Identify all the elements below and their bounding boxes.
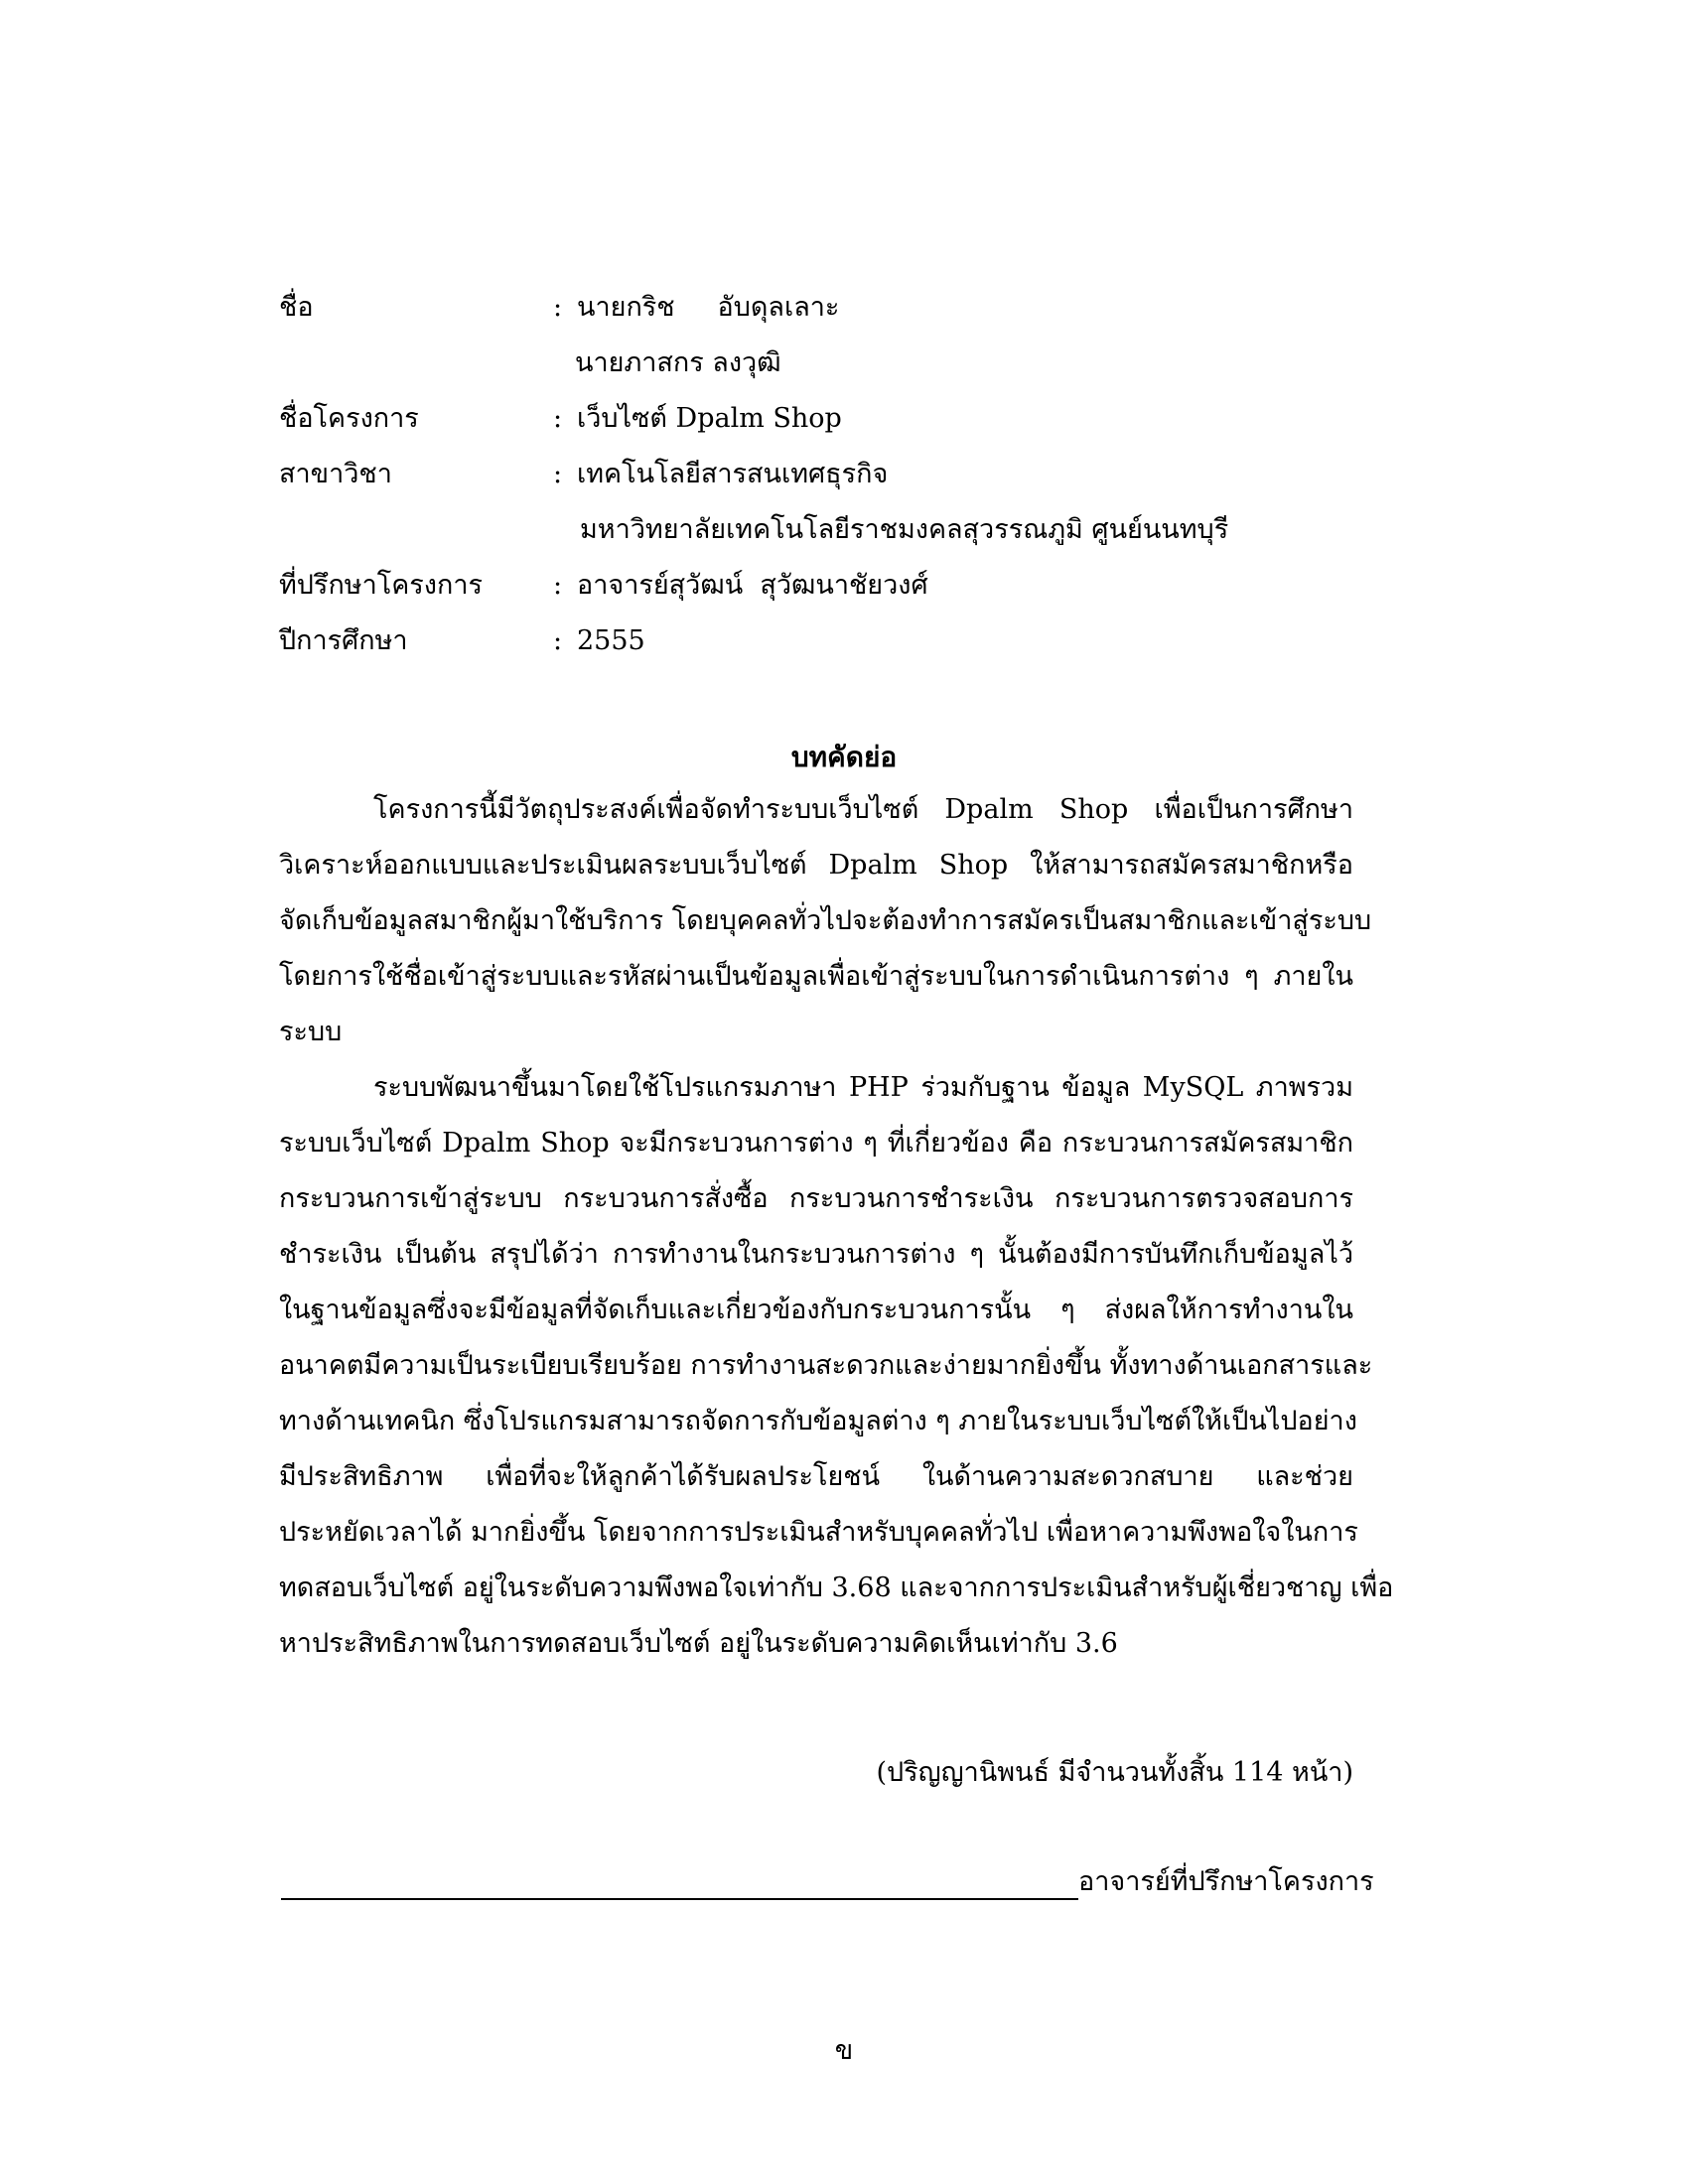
- abstract-line: ทดสอบเว็บไซต์ อยู่ในระดับความพึงพอใจเท่ากับ 3.68 และจากการประเมินสำหรับผู้เชี่ยวชาญ เพื่อ: [279, 1572, 1394, 1603]
- abstract-title: บทคัดย่อ: [790, 741, 898, 773]
- abstract-line: อนาคตมีความเป็นระเบียบเรียบร้อย การทำงานสะดวกและง่ายมากยิ่งขึ้น ทั้งทางด้านเอกสารและ: [279, 1350, 1373, 1381]
- info-label-major: สาขาวิชา: [279, 459, 392, 489]
- info-value-major: เทคโนโลยีสารสนเทศธุรกิจ: [577, 459, 889, 489]
- signature-line: [281, 1898, 1078, 1900]
- abstract-line: จัดเก็บข้อมูลสมาชิกผู้มาใช้บริการ โดยบุคคลทั่วไปจะต้องทำการสมัครเป็นสมาชิกและเข้าสู่ระบบ: [279, 905, 1372, 936]
- info-value-name: นายกริช อับดุลเลาะ: [577, 292, 840, 323]
- page-count-note: (ปริญญานิพนธ์ มีจำนวนทั้งสิ้น 114 หน้า): [876, 1757, 1353, 1788]
- abstract-line: ระบบเว็บไซต์ Dpalm Shop จะมีกระบวนการต่าง ๆ ที่เกี่ยวข้อง คือ กระบวนการสมัครสมาชิก: [279, 1128, 1353, 1159]
- abstract-line: มีประสิทธิภาพ เพื่อที่จะให้ลูกค้าได้รับผลประโยชน์ ในด้านความสะดวกสบาย และช่วย: [279, 1461, 1353, 1492]
- abstract-line: ระบบพัฒนาขึ้นมาโดยใช้โปรแกรมภาษา PHP ร่วมกับฐาน ข้อมูล MySQL ภาพรวม: [373, 1072, 1353, 1103]
- abstract-line: ทางด้านเทคนิก ซึ่งโปรแกรมสามารถจัดการกับข้อมูลต่าง ๆ ภายในระบบเว็บไซต์ให้เป็นไปอย่าง: [279, 1406, 1357, 1436]
- abstract-line: โดยการใช้ชื่อเข้าสู่ระบบและรหัสผ่านเป็นข้อมูลเพื่อเข้าสู่ระบบในการดำเนินการต่าง ๆ ภายใน: [279, 961, 1353, 992]
- page-number: ข: [834, 2035, 854, 2066]
- abstract-line: ประหยัดเวลาได้ มากยิ่งขึ้น โดยจากการประเมินสำหรับบุคคลทั่วไป เพื่อหาความพึงพอใจในการ: [279, 1517, 1358, 1548]
- info-label-name: ชื่อ: [279, 292, 314, 323]
- info-label-project: ชื่อโครงการ: [279, 403, 419, 434]
- info-label-advisor: ที่ปรึกษาโครงการ: [279, 570, 484, 601]
- abstract-line: ระบบ: [279, 1017, 343, 1047]
- abstract-line: ชำระเงิน เป็นต้น สรุปได้ว่า การทำงานในกระบวนการต่าง ๆ นั้นต้องมีการบันทึกเก็บข้อมูลไว้: [279, 1239, 1353, 1270]
- info-value-academic-year: 2555: [577, 625, 645, 656]
- info-value-project: เว็บไซต์ Dpalm Shop: [577, 403, 842, 434]
- info-value-university: มหาวิทยาลัยเทคโนโลยีราชมงคลสุวรรณภูมิ ศูนย์นนทบุรี: [580, 514, 1229, 545]
- info-colon: :: [553, 625, 563, 656]
- abstract-line: กระบวนการเข้าสู่ระบบ กระบวนการสั่งซื้อ กระบวนการชำระเงิน กระบวนการตรวจสอบการ: [279, 1183, 1353, 1214]
- info-colon: :: [553, 570, 563, 601]
- signature-label: อาจารย์ที่ปรึกษาโครงการ: [1078, 1866, 1374, 1897]
- info-colon: :: [553, 403, 563, 434]
- info-value-name-continuation: นายภาสกร ลงวุฒิ: [575, 347, 781, 378]
- abstract-line: หาประสิทธิภาพในการทดสอบเว็บไซต์ อยู่ในระดับความคิดเห็นเท่ากับ 3.6: [279, 1628, 1118, 1659]
- abstract-line: วิเคราะห์ออกแบบและประเมินผลระบบเว็บไซต์ Dpalm Shop ให้สามารถสมัครสมาชิกหรือ: [279, 850, 1353, 881]
- info-value-advisor: อาจารย์สุวัฒน์ สุวัฒนาชัยวงศ์: [577, 570, 928, 601]
- info-colon: :: [553, 292, 563, 323]
- info-colon: :: [553, 459, 563, 489]
- abstract-line: ในฐานข้อมูลซึ่งจะมีข้อมูลที่จัดเก็บและเกี่ยวข้องกับกระบวนการนั้น ๆ ส่งผลให้การทำงานใน: [279, 1295, 1353, 1325]
- info-label-academic-year: ปีการศึกษา: [279, 625, 408, 656]
- abstract-line: โครงการนี้มีวัตถุประสงค์เพื่อจัดทำระบบเว็บไซต์ Dpalm Shop เพื่อเป็นการศึกษา: [373, 794, 1353, 825]
